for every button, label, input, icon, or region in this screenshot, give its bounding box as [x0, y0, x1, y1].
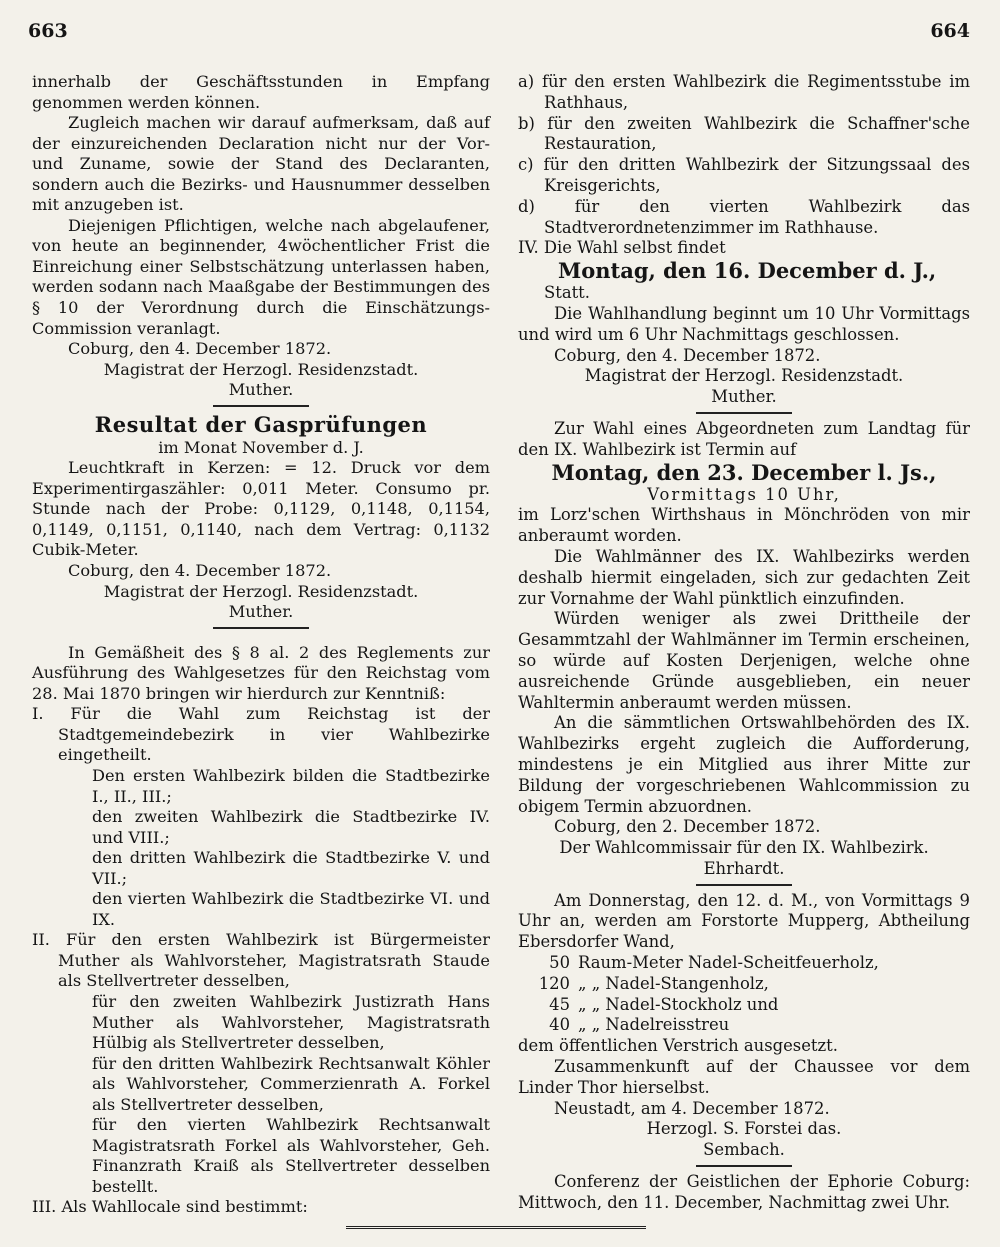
paragraph: Die Wahlhandlung beginnt um 10 Uhr Vormittags und wird um 6 Uhr Nachmittags geschlossen. — [518, 303, 970, 344]
authority: Magistrat der Herzogl. Residenzstadt. — [103, 359, 419, 379]
divider — [696, 1165, 792, 1167]
list-item: 120 „ „ Nadel-Stangenholz, — [538, 973, 769, 993]
paragraph: Zur Wahl eines Abgeordneten zum Landtag für den IX. Wahlbezirk ist Termin auf — [518, 418, 970, 459]
paragraph: Leuchtkraft in Kerzen: = 12. Druck vor dem Experimentirgaszähler: 0,011 Meter. Consumo pr. Stunde nach der Probe: 0,1129, 0,1148, 0,1154, 0,1149, 0,1151, 0,1140, nach dem Vertrag: 0,1132 Cubik-Meter. — [32, 458, 490, 560]
paragraph: An die sämmtlichen Ortswahlbehörden des IX. Wahlbezirks ergeht zugleich die Aufforderung, mindestens je ein Mitglied aus ihrer Mitte zur Bildung der vorgeschriebenen Wahlcommission zu obigem Termin abzuordnen. — [518, 713, 970, 816]
list-item: a) für den ersten Wahlbezirk die Regimentsstube im Rathhaus, — [518, 72, 970, 112]
divider — [696, 412, 792, 414]
list-item: c) für den dritten Wahlbezirk der Sitzungssaal des Kreisgerichts, — [518, 155, 970, 195]
paragraph: im Lorz'schen Wirthshaus in Mönchröden von mir anberaumt worden. — [518, 505, 970, 546]
paragraph: Diejenigen Pflichtigen, welche nach abgelaufener, von heute an beginnender, 4wöchentlicher Frist die Einreichung einer Selbstschätzung unterlassen haben, werden sodann nach Maaßgabe der Bestimmungen des § 10 der Verordnung durch die Einschätzungs-Commission veranlagt. — [32, 215, 490, 338]
bottom-divider — [346, 1226, 646, 1229]
list-item: 45 „ „ Nadel-Stockholz und — [549, 994, 779, 1014]
list-item: für den dritten Wahlbezirk Rechtsanwalt Köhler als Wahlvorsteher, Commerzienrath A. Forkel als Stellvertreter desselben, — [92, 1053, 490, 1114]
dateline: Coburg, den 4. December 1872. — [68, 561, 332, 581]
list-item: 40 „ „ Nadelreisstreu — [549, 1015, 730, 1035]
signature: Muther. — [711, 387, 777, 407]
paragraph: Zusammenkunft auf der Chaussee vor dem Linder Thor hierselbst. — [518, 1057, 970, 1097]
left-column — [32, 72, 490, 1218]
list-item: den vierten Wahlbezirk die Stadtbezirke VI. und IX. — [92, 889, 490, 929]
list-item: b) für den zweiten Wahlbezirk die Schaffner'sche Restauration, — [518, 113, 970, 154]
list-item: den dritten Wahlbezirk die Stadtbezirke V. und VII.; — [92, 848, 490, 888]
page-number-right: 664 — [930, 20, 970, 42]
authority: Herzogl. S. Forstei das. — [646, 1119, 842, 1139]
list-item: III. Als Wahllocale sind bestimmt: — [32, 1197, 308, 1217]
authority: Magistrat der Herzogl. Residenzstadt. — [103, 581, 419, 601]
paragraph: Am Donnerstag, den 12. d. M., von Vormittags 9 Uhr an, werden am Forstorte Mupperg, Abtheilung Ebersdorfer Wand, — [518, 890, 970, 952]
list-item: für den zweiten Wahlbezirk Justizrath Hans Muther als Wahlvorsteher, Magistratsrath Hülbig als Stellvertreter desselben, — [92, 991, 490, 1053]
text: Statt. — [544, 283, 590, 303]
section-subtitle: im Monat November d. J. — [158, 437, 364, 457]
paragraph: dem öffentlichen Verstrich ausgesetzt. — [518, 1036, 838, 1056]
signature: Muther. — [228, 380, 294, 400]
divider — [696, 884, 792, 886]
authority: Der Wahlcommissair für den IX. Wahlbezirk. — [559, 838, 929, 858]
dateline: Coburg, den 4. December 1872. — [554, 345, 821, 365]
list-item: d) für den vierten Wahlbezirk das Stadtverordnetenzimmer im Rathhause. — [518, 196, 970, 237]
dateline: Coburg, den 4. December 1872. — [68, 339, 332, 359]
election-date: Montag, den 16. December d. J., — [558, 258, 937, 284]
election-date: Montag, den 23. December l. Js., — [551, 459, 937, 485]
list-item: den zweiten Wahlbezirk die Stadtbezirke IV. und VIII.; — [92, 807, 490, 847]
right-column — [518, 72, 970, 1214]
paragraph: innerhalb der Geschäftsstunden in Empfang genommen werden können. — [32, 72, 490, 112]
signature: Ehrhardt. — [703, 858, 785, 878]
paragraph: Zugleich machen wir darauf aufmerksam, daß auf der einzureichenden Declaration nicht nur der Vor- und Zuname, sowie der Stand des Declaranten, sondern auch die Bezirks- und Hausnummer desselben mit anzugeben ist. — [32, 113, 490, 215]
paragraph: Würden weniger als zwei Drittheile der Gesammtzahl der Wahlmänner im Termin erscheinen, so würde auf Kosten Derjenigen, welche ohne ausreichende Gründe ausgeblieben, ein neuer Wahltermin anberaumt werden müssen. — [518, 609, 970, 712]
section-title: Resultat der Gasprüfungen — [94, 411, 428, 437]
authority: Magistrat der Herzogl. Residenzstadt. — [584, 366, 904, 386]
list-item: IV. Die Wahl selbst findet — [518, 238, 726, 258]
divider — [213, 405, 309, 407]
list-item: 50 Raum-Meter Nadel-Scheitfeuerholz, — [549, 953, 879, 973]
list-item: Den ersten Wahlbezirk bilden die Stadtbezirke I., II., III.; — [92, 765, 490, 806]
dateline: Coburg, den 2. December 1872. — [554, 817, 821, 837]
page-number-left: 663 — [28, 20, 68, 42]
election-time: Vormittags 10 Uhr, — [647, 484, 841, 504]
signature: Sembach. — [703, 1140, 785, 1160]
signature: Muther. — [228, 602, 294, 622]
list-item: I. Für die Wahl zum Reichstag ist der Stadtgemeindebezirk in vier Wahlbezirke eingetheilt. — [32, 704, 490, 765]
paragraph: In Gemäßheit des § 8 al. 2 des Reglements zur Ausführung des Wahlgesetzes für den Reichstag vom 28. Mai 1870 bringen wir hierdurch zur Kenntniß: — [32, 642, 490, 703]
dateline: Neustadt, am 4. December 1872. — [554, 1098, 830, 1118]
list-item: II. Für den ersten Wahlbezirk ist Bürgermeister Muther als Wahlvorsteher, Magistratsrath Staude als Stellvertreter desselben, — [32, 930, 490, 991]
divider — [213, 627, 309, 629]
paragraph: Die Wahlmänner des IX. Wahlbezirks werden deshalb hiermit eingeladen, sich zur gedachten Zeit zur Vornahme der Wahl pünktlich einzufinden. — [518, 546, 970, 608]
list-item: für den vierten Wahlbezirk Rechtsanwalt Magistratsrath Forkel als Wahlvorsteher, Geh. Finanzrath Kraiß als Stellvertreter desselben bestellt. — [92, 1115, 490, 1196]
paragraph: Conferenz der Geistlichen der Ephorie Coburg: Mittwoch, den 11. December, Nachmittag zwei Uhr. — [518, 1172, 970, 1212]
